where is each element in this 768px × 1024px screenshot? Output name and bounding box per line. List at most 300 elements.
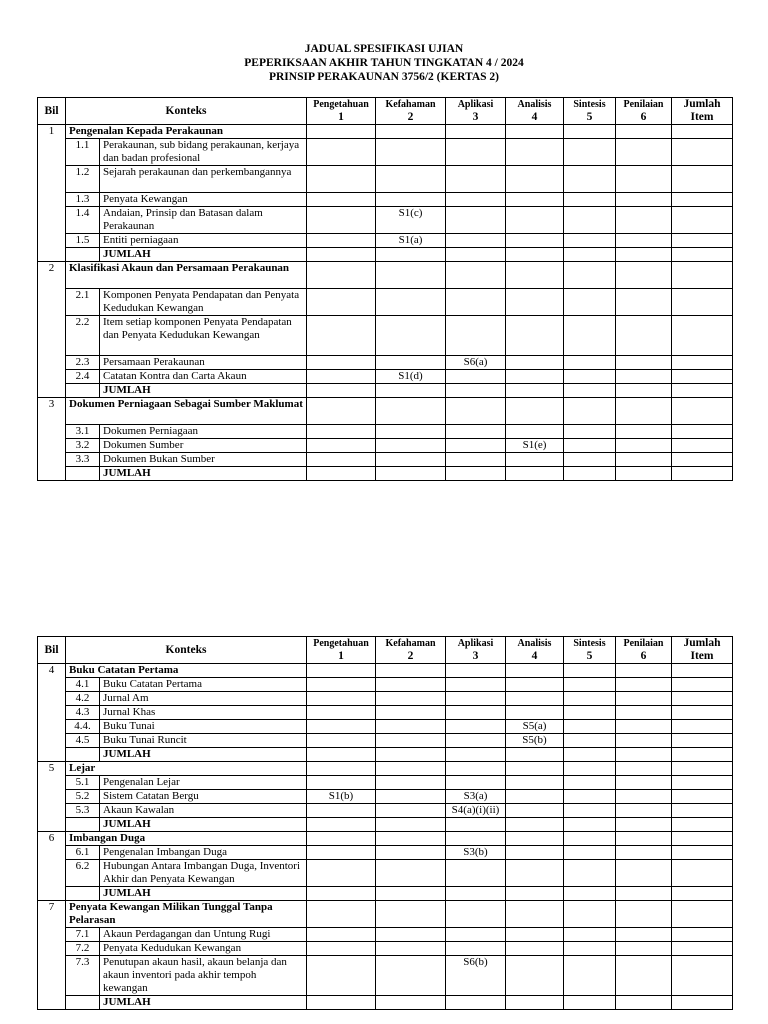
- question-mapping-cell: [376, 860, 446, 887]
- subtopic-number: 4.1: [66, 678, 100, 692]
- subtopic-text: Akaun Kawalan: [100, 804, 307, 818]
- question-mapping-cell: [616, 193, 672, 207]
- question-mapping-cell: [564, 720, 616, 734]
- subtopic-row: [38, 692, 733, 706]
- question-mapping-cell: [446, 928, 506, 942]
- question-mapping-cell: [564, 425, 616, 439]
- document-header: [0, 42, 768, 84]
- question-mapping-cell: [307, 439, 376, 453]
- empty-cell: [564, 262, 616, 289]
- question-mapping-cell: [616, 860, 672, 887]
- empty-cell: [616, 384, 672, 398]
- subtopic-row: [38, 289, 733, 316]
- subtopic-text: Catatan Kontra dan Carta Akaun: [100, 370, 307, 384]
- subtopic-row: [38, 234, 733, 248]
- question-mapping-cell: [616, 942, 672, 956]
- question-mapping-cell: [616, 720, 672, 734]
- question-mapping-cell: [307, 370, 376, 384]
- subtopic-text: Akaun Perdagangan dan Untung Rugi: [100, 928, 307, 942]
- empty-cell: [307, 398, 376, 425]
- question-mapping-cell: [307, 942, 376, 956]
- jumlah-item-cell: [672, 425, 733, 439]
- subtopic-text: Penutupan akaun hasil, akaun belanja dan akaun inventori pada akhir tempoh kewangan: [100, 956, 307, 996]
- empty-cell: [376, 248, 446, 262]
- level-number: 5: [586, 111, 593, 123]
- empty-cell: [564, 467, 616, 481]
- col-header-level: [616, 637, 672, 664]
- question-mapping-cell: [307, 316, 376, 356]
- empty-cell: [616, 996, 672, 1010]
- subtopic-number: 2.4: [66, 370, 100, 384]
- subtopic-text: Buku Tunai: [100, 720, 307, 734]
- empty-cell: [307, 996, 376, 1010]
- section-title: Pengenalan Kepada Perakaunan: [66, 125, 307, 139]
- question-mapping-cell: S3(b): [446, 846, 506, 860]
- jumlah-row: [38, 467, 733, 481]
- empty-cell: [564, 762, 616, 776]
- question-mapping-cell: [506, 139, 564, 166]
- subtopic-row: [38, 720, 733, 734]
- subtopic-row: [38, 678, 733, 692]
- question-mapping-cell: [506, 860, 564, 887]
- empty-cell: [307, 748, 376, 762]
- jumlah-item-cell: [672, 139, 733, 166]
- subtopic-row: [38, 790, 733, 804]
- empty-cell: [307, 818, 376, 832]
- subtopic-text: Dokumen Perniagaan: [100, 425, 307, 439]
- subtopic-text: Sejarah perakaunan dan perkembangannya: [100, 166, 307, 193]
- empty-cell: [672, 832, 733, 846]
- question-mapping-cell: [446, 289, 506, 316]
- question-mapping-cell: [446, 453, 506, 467]
- col-header-konteks: Konteks: [66, 98, 307, 125]
- jumlah-item-cell: [672, 804, 733, 818]
- subtopic-row: [38, 942, 733, 956]
- subtopic-row: [38, 356, 733, 370]
- level-name: Kefahaman: [385, 99, 436, 110]
- question-mapping-cell: [446, 139, 506, 166]
- subtopic-row: [38, 804, 733, 818]
- subtopic-number: 4.2: [66, 692, 100, 706]
- subtopic-row: [38, 846, 733, 860]
- subtopic-text: Komponen Penyata Pendapatan dan Penyata Kedudukan Kewangan: [100, 289, 307, 316]
- empty-cell: [672, 664, 733, 678]
- empty-cell: [564, 887, 616, 901]
- col-header-bil: Bil: [38, 98, 66, 125]
- subtopic-text: Dokumen Sumber: [100, 439, 307, 453]
- question-mapping-cell: [506, 193, 564, 207]
- empty-cell: [564, 832, 616, 846]
- section-title: Klasifikasi Akaun dan Persamaan Perakaunan: [66, 262, 307, 289]
- question-mapping-cell: [376, 316, 446, 356]
- question-mapping-cell: [506, 316, 564, 356]
- subtopic-row: [38, 139, 733, 166]
- empty-cell: [672, 818, 733, 832]
- empty-cell: [446, 748, 506, 762]
- section-number: 2: [38, 262, 66, 398]
- empty-cell: [616, 832, 672, 846]
- col-header-level: [307, 637, 376, 664]
- level-name: Aplikasi: [457, 638, 494, 649]
- question-mapping-cell: [506, 356, 564, 370]
- question-mapping-cell: [307, 692, 376, 706]
- question-mapping-cell: [446, 720, 506, 734]
- jumlah-row: [38, 818, 733, 832]
- question-mapping-cell: [307, 860, 376, 887]
- question-mapping-cell: [506, 370, 564, 384]
- level-name: Kefahaman: [385, 638, 436, 649]
- jumlah-item-cell: [672, 166, 733, 193]
- question-mapping-cell: [376, 356, 446, 370]
- empty-cell: [506, 832, 564, 846]
- question-mapping-cell: [506, 234, 564, 248]
- question-mapping-cell: [376, 790, 446, 804]
- question-mapping-cell: [616, 425, 672, 439]
- subtopic-number: 1.4: [66, 207, 100, 234]
- question-mapping-cell: [446, 166, 506, 193]
- empty-cell: [66, 748, 100, 762]
- section-row: [38, 901, 733, 928]
- empty-cell: [446, 818, 506, 832]
- question-mapping-cell: [446, 860, 506, 887]
- subtopic-text: Perakaunan, sub bidang perakaunan, kerjaya dan badan profesional: [100, 139, 307, 166]
- level-name: Sintesis: [573, 638, 606, 649]
- empty-cell: [307, 125, 376, 139]
- empty-cell: [564, 901, 616, 928]
- empty-cell: [307, 901, 376, 928]
- jumlah-item-cell: [672, 207, 733, 234]
- empty-cell: [446, 887, 506, 901]
- empty-cell: [307, 832, 376, 846]
- question-mapping-cell: [376, 720, 446, 734]
- level-number: 6: [640, 650, 647, 662]
- question-mapping-cell: [506, 776, 564, 790]
- question-mapping-cell: [564, 776, 616, 790]
- empty-cell: [564, 818, 616, 832]
- question-mapping-cell: [376, 678, 446, 692]
- empty-cell: [446, 832, 506, 846]
- subtopic-text: Persamaan Perakaunan: [100, 356, 307, 370]
- header-row: [38, 637, 733, 664]
- section-number: 3: [38, 398, 66, 481]
- question-mapping-cell: [506, 425, 564, 439]
- subtopic-text: Buku Tunai Runcit: [100, 734, 307, 748]
- question-mapping-cell: [616, 289, 672, 316]
- question-mapping-cell: [564, 846, 616, 860]
- empty-cell: [506, 398, 564, 425]
- jumlah-item-cell: [672, 846, 733, 860]
- question-mapping-cell: [564, 790, 616, 804]
- empty-cell: [672, 384, 733, 398]
- question-mapping-cell: [616, 790, 672, 804]
- question-mapping-cell: [564, 956, 616, 996]
- jumlah-row: [38, 248, 733, 262]
- level-name: Penilaian: [623, 99, 664, 110]
- question-mapping-cell: [376, 453, 446, 467]
- subtopic-text: Jurnal Am: [100, 692, 307, 706]
- question-mapping-cell: [446, 692, 506, 706]
- question-mapping-cell: [376, 928, 446, 942]
- jumlah-label: JUMLAH: [100, 996, 307, 1010]
- question-mapping-cell: [446, 207, 506, 234]
- empty-cell: [506, 664, 564, 678]
- empty-cell: [506, 467, 564, 481]
- subtopic-row: [38, 193, 733, 207]
- empty-cell: [616, 818, 672, 832]
- question-mapping-cell: [564, 928, 616, 942]
- empty-cell: [66, 467, 100, 481]
- question-mapping-cell: [564, 370, 616, 384]
- empty-cell: [672, 398, 733, 425]
- col-header-level: [307, 98, 376, 125]
- question-mapping-cell: [307, 928, 376, 942]
- empty-cell: [307, 262, 376, 289]
- question-mapping-cell: [307, 425, 376, 439]
- level-number: 2: [407, 111, 414, 123]
- question-mapping-cell: [506, 706, 564, 720]
- question-mapping-cell: [376, 139, 446, 166]
- empty-cell: [672, 467, 733, 481]
- question-mapping-cell: [564, 734, 616, 748]
- question-mapping-cell: [446, 370, 506, 384]
- subtopic-text: Entiti perniagaan: [100, 234, 307, 248]
- question-mapping-cell: [506, 942, 564, 956]
- question-mapping-cell: [616, 139, 672, 166]
- question-mapping-cell: [307, 453, 376, 467]
- empty-cell: [564, 384, 616, 398]
- empty-cell: [672, 125, 733, 139]
- spec-table-2: [37, 636, 733, 1010]
- subtopic-number: 4.3: [66, 706, 100, 720]
- subtopic-number: 7.1: [66, 928, 100, 942]
- col-header-level: [506, 637, 564, 664]
- question-mapping-cell: [376, 734, 446, 748]
- subtopic-number: 7.3: [66, 956, 100, 996]
- question-mapping-cell: [307, 720, 376, 734]
- question-mapping-cell: [564, 193, 616, 207]
- empty-cell: [66, 887, 100, 901]
- question-mapping-cell: [307, 234, 376, 248]
- subtopic-row: [38, 207, 733, 234]
- header-exam: PEPERIKSAAN AKHIR TAHUN TINGKATAN 4 / 2024: [244, 57, 524, 69]
- subtopic-row: [38, 453, 733, 467]
- question-mapping-cell: [376, 942, 446, 956]
- question-mapping-cell: [616, 706, 672, 720]
- empty-cell: [564, 248, 616, 262]
- empty-cell: [616, 248, 672, 262]
- subtopic-number: 6.1: [66, 846, 100, 860]
- subtopic-number: 5.1: [66, 776, 100, 790]
- question-mapping-cell: [506, 453, 564, 467]
- empty-cell: [672, 901, 733, 928]
- empty-cell: [616, 762, 672, 776]
- question-mapping-cell: [616, 439, 672, 453]
- question-mapping-cell: [376, 956, 446, 996]
- question-mapping-cell: [307, 956, 376, 996]
- jumlah-item-cell: [672, 439, 733, 453]
- question-mapping-cell: [564, 706, 616, 720]
- question-mapping-cell: [564, 860, 616, 887]
- empty-cell: [446, 398, 506, 425]
- subtopic-text: Penyata Kewangan: [100, 193, 307, 207]
- question-mapping-cell: [564, 453, 616, 467]
- question-mapping-cell: [506, 678, 564, 692]
- empty-cell: [506, 996, 564, 1010]
- col-header-level: [616, 98, 672, 125]
- question-mapping-cell: [564, 356, 616, 370]
- jumlah-label: JUMLAH: [100, 748, 307, 762]
- subtopic-number: 6.2: [66, 860, 100, 887]
- question-mapping-cell: S3(a): [446, 790, 506, 804]
- jumlah-item-cell: [672, 790, 733, 804]
- question-mapping-cell: S6(b): [446, 956, 506, 996]
- level-name: Analisis: [517, 99, 552, 110]
- subtopic-number: 7.2: [66, 942, 100, 956]
- question-mapping-cell: [376, 425, 446, 439]
- question-mapping-cell: [616, 956, 672, 996]
- section-row: [38, 664, 733, 678]
- empty-cell: [376, 748, 446, 762]
- level-number: 4: [531, 111, 538, 123]
- question-mapping-cell: [506, 846, 564, 860]
- empty-cell: [506, 762, 564, 776]
- subtopic-number: 5.3: [66, 804, 100, 818]
- jumlah-label: JUMLAH: [100, 467, 307, 481]
- question-mapping-cell: [506, 956, 564, 996]
- empty-cell: [616, 467, 672, 481]
- question-mapping-cell: [616, 928, 672, 942]
- empty-cell: [506, 125, 564, 139]
- question-mapping-cell: [376, 776, 446, 790]
- col-header-konteks: Konteks: [66, 637, 307, 664]
- empty-cell: [564, 996, 616, 1010]
- section-row: [38, 125, 733, 139]
- empty-cell: [376, 887, 446, 901]
- subtopic-number: 1.5: [66, 234, 100, 248]
- empty-cell: [616, 748, 672, 762]
- question-mapping-cell: [307, 289, 376, 316]
- question-mapping-cell: [616, 804, 672, 818]
- empty-cell: [376, 762, 446, 776]
- col-header-level: [564, 98, 616, 125]
- question-mapping-cell: S6(a): [446, 356, 506, 370]
- section-number: 1: [38, 125, 66, 262]
- section-number: 7: [38, 901, 66, 1010]
- subtopic-row: [38, 734, 733, 748]
- empty-cell: [564, 748, 616, 762]
- question-mapping-cell: [307, 846, 376, 860]
- level-name: Aplikasi: [457, 99, 494, 110]
- subtopic-row: [38, 425, 733, 439]
- question-mapping-cell: S1(d): [376, 370, 446, 384]
- question-mapping-cell: [446, 776, 506, 790]
- col-header-level: [376, 98, 446, 125]
- subtopic-number: 1.2: [66, 166, 100, 193]
- subtopic-row: [38, 316, 733, 356]
- empty-cell: [376, 398, 446, 425]
- subtopic-text: Item setiap komponen Penyata Pendapatan dan Penyata Kedudukan Kewangan: [100, 316, 307, 356]
- section-title: Penyata Kewangan Milikan Tunggal Tanpa Pelarasan: [66, 901, 307, 928]
- question-mapping-cell: [446, 734, 506, 748]
- jumlah-row: [38, 384, 733, 398]
- question-mapping-cell: [616, 234, 672, 248]
- col-header-bil: Bil: [38, 637, 66, 664]
- empty-cell: [307, 248, 376, 262]
- empty-cell: [446, 996, 506, 1010]
- empty-cell: [672, 248, 733, 262]
- empty-cell: [307, 384, 376, 398]
- subtopic-number: 4.4.: [66, 720, 100, 734]
- question-mapping-cell: [307, 678, 376, 692]
- jumlah-item-cell: [672, 453, 733, 467]
- subtopic-text: Buku Catatan Pertama: [100, 678, 307, 692]
- empty-cell: [376, 832, 446, 846]
- empty-cell: [672, 262, 733, 289]
- spec-table-1: [37, 97, 733, 481]
- question-mapping-cell: [564, 166, 616, 193]
- question-mapping-cell: [446, 678, 506, 692]
- section-title: Buku Catatan Pertama: [66, 664, 307, 678]
- question-mapping-cell: [307, 207, 376, 234]
- question-mapping-cell: [446, 193, 506, 207]
- level-number: 3: [472, 111, 479, 123]
- empty-cell: [307, 467, 376, 481]
- jumlah-label: JUMLAH: [100, 384, 307, 398]
- subtopic-text: Pengenalan Imbangan Duga: [100, 846, 307, 860]
- question-mapping-cell: [376, 706, 446, 720]
- level-name: Pengetahuan: [313, 99, 369, 110]
- empty-cell: [506, 748, 564, 762]
- empty-cell: [616, 664, 672, 678]
- empty-cell: [506, 384, 564, 398]
- empty-cell: [376, 901, 446, 928]
- question-mapping-cell: [376, 439, 446, 453]
- question-mapping-cell: [616, 678, 672, 692]
- section-title: Lejar: [66, 762, 307, 776]
- empty-cell: [446, 384, 506, 398]
- question-mapping-cell: [616, 453, 672, 467]
- question-mapping-cell: [307, 139, 376, 166]
- subtopic-row: [38, 928, 733, 942]
- section-number: 4: [38, 664, 66, 762]
- question-mapping-cell: [446, 316, 506, 356]
- question-mapping-cell: [616, 207, 672, 234]
- empty-cell: [307, 664, 376, 678]
- level-number: 5: [586, 650, 593, 662]
- subtopic-row: [38, 956, 733, 996]
- level-name: Penilaian: [623, 638, 664, 649]
- subtopic-text: Pengenalan Lejar: [100, 776, 307, 790]
- empty-cell: [376, 996, 446, 1010]
- question-mapping-cell: [307, 166, 376, 193]
- subtopic-row: [38, 166, 733, 193]
- subtopic-text: Jurnal Khas: [100, 706, 307, 720]
- question-mapping-cell: [564, 289, 616, 316]
- question-mapping-cell: [446, 439, 506, 453]
- empty-cell: [506, 262, 564, 289]
- question-mapping-cell: [564, 316, 616, 356]
- empty-cell: [307, 762, 376, 776]
- question-mapping-cell: [506, 928, 564, 942]
- question-mapping-cell: S5(a): [506, 720, 564, 734]
- question-mapping-cell: S1(e): [506, 439, 564, 453]
- col-header-jumlah: Jumlah Item: [672, 637, 733, 664]
- empty-cell: [446, 125, 506, 139]
- question-mapping-cell: [376, 804, 446, 818]
- question-mapping-cell: [446, 942, 506, 956]
- empty-cell: [446, 762, 506, 776]
- question-mapping-cell: S1(a): [376, 234, 446, 248]
